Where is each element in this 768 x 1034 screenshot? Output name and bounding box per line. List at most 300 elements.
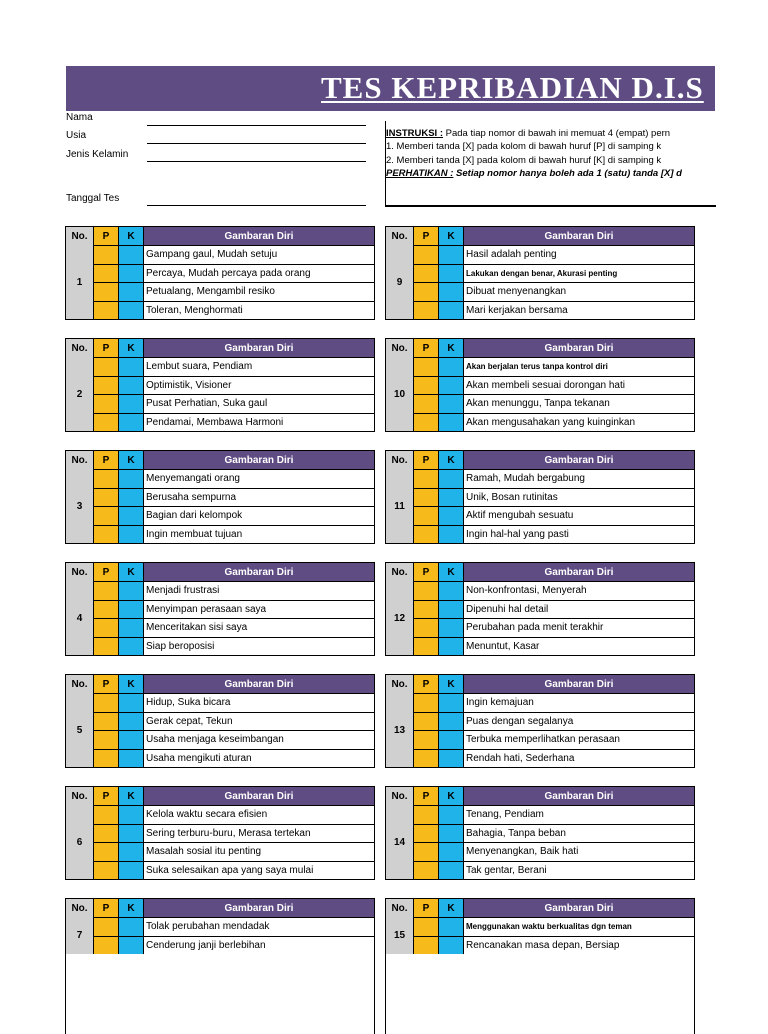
jenis-kelamin-label: Jenis Kelamin	[66, 149, 129, 160]
header-k: K	[119, 227, 144, 245]
question-table-13	[385, 674, 695, 768]
p-checkbox[interactable]	[94, 806, 119, 824]
jenis-kelamin-field[interactable]	[147, 161, 366, 162]
header-p: P	[94, 675, 119, 693]
statement-text: Ingin kemajuan	[466, 697, 534, 709]
p-checkbox[interactable]	[414, 489, 439, 507]
header-k: K	[439, 339, 464, 357]
header-gambaran-diri: Gambaran Diri	[544, 678, 614, 690]
page-title: TES KEPRIBADIAN D.I.S	[321, 70, 704, 105]
header-k: K	[439, 787, 464, 805]
header-p: P	[94, 563, 119, 581]
p-checkbox[interactable]	[94, 694, 119, 712]
k-checkbox[interactable]	[119, 526, 144, 544]
k-checkbox[interactable]	[119, 694, 144, 712]
question-table-14	[385, 786, 695, 880]
k-checkbox[interactable]	[119, 582, 144, 600]
statement-text: Kelola waktu secara efisien	[146, 809, 268, 821]
k-checkbox[interactable]	[119, 489, 144, 507]
header-k: K	[119, 451, 144, 469]
header-k: K	[439, 675, 464, 693]
table-row	[414, 824, 694, 843]
question-number: 2	[66, 357, 94, 431]
question-number: 6	[66, 805, 94, 879]
table-row	[94, 506, 374, 525]
question-number: 5	[66, 693, 94, 767]
k-checkbox[interactable]	[119, 937, 144, 955]
statement-text: Menyimpan perasaan saya	[146, 603, 267, 615]
statement-text: Hasil adalah penting	[466, 249, 557, 261]
k-checkbox[interactable]	[119, 265, 144, 283]
table-row	[94, 376, 374, 395]
table-row	[94, 525, 374, 544]
header-p: P	[414, 675, 439, 693]
header-no: No.	[386, 675, 414, 693]
table-row	[94, 693, 374, 712]
p-checkbox[interactable]	[414, 507, 439, 525]
table-row	[414, 637, 694, 656]
statement-text: Dipenuhi hal detail	[466, 603, 549, 615]
p-checkbox[interactable]	[414, 918, 439, 936]
k-checkbox[interactable]	[439, 507, 464, 525]
p-checkbox[interactable]	[94, 937, 119, 955]
table-header	[66, 787, 374, 805]
table-row	[94, 805, 374, 824]
p-checkbox[interactable]	[94, 713, 119, 731]
statement-text: Masalah sosial itu penting	[146, 846, 262, 858]
statement-text: Perubahan pada menit terakhir	[466, 622, 604, 634]
table-row	[94, 581, 374, 600]
p-checkbox[interactable]	[94, 470, 119, 488]
table-header	[386, 563, 694, 581]
k-checkbox[interactable]	[439, 806, 464, 824]
table-row	[414, 730, 694, 749]
p-checkbox[interactable]	[94, 843, 119, 861]
table-row	[94, 618, 374, 637]
table-header	[66, 227, 374, 245]
statement-text: Usaha menjaga keseimbangan	[146, 734, 284, 746]
header-k: K	[119, 675, 144, 693]
statement-text: Lembut suara, Pendiam	[146, 361, 253, 373]
statement-text: Akan mengusahakan yang kuinginkan	[466, 416, 636, 428]
question-table-2	[65, 338, 375, 432]
p-checkbox[interactable]	[414, 694, 439, 712]
p-checkbox[interactable]	[94, 526, 119, 544]
table-row	[94, 749, 374, 768]
header-k: K	[119, 339, 144, 357]
p-checkbox[interactable]	[414, 638, 439, 656]
k-checkbox[interactable]	[439, 619, 464, 637]
question-table-5	[65, 674, 375, 768]
k-checkbox[interactable]	[439, 414, 464, 432]
k-checkbox[interactable]	[119, 713, 144, 731]
question-number: 3	[66, 469, 94, 543]
p-checkbox[interactable]	[94, 601, 119, 619]
header-no: No.	[386, 451, 414, 469]
k-checkbox[interactable]	[119, 470, 144, 488]
header-p: P	[94, 787, 119, 805]
header-p: P	[94, 899, 119, 917]
p-checkbox[interactable]	[414, 862, 439, 880]
statement-text: Ramah, Mudah bergabung	[466, 473, 585, 485]
statement-text: Percaya, Mudah percaya pada orang	[146, 267, 311, 279]
statement-text: Ingin hal-hal yang pasti	[466, 528, 569, 540]
k-checkbox[interactable]	[119, 601, 144, 619]
p-checkbox[interactable]	[414, 470, 439, 488]
statement-text: Rencanakan masa depan, Bersiap	[466, 939, 620, 951]
p-checkbox[interactable]	[414, 937, 439, 955]
k-checkbox[interactable]	[439, 582, 464, 600]
table-row	[414, 282, 694, 301]
header-k: K	[439, 227, 464, 245]
table-row	[94, 301, 374, 320]
statement-text: Cenderung janji berlebihan	[146, 939, 266, 951]
question-number: 11	[386, 469, 414, 543]
p-checkbox[interactable]	[94, 507, 119, 525]
k-checkbox[interactable]	[439, 937, 464, 955]
statement-text: Akan menunggu, Tanpa tekanan	[466, 398, 610, 410]
question-number: 4	[66, 581, 94, 655]
table-row	[414, 413, 694, 432]
statement-text: Menceritakan sisi saya	[146, 622, 248, 634]
header-gambaran-diri: Gambaran Diri	[224, 230, 294, 242]
table-header	[386, 899, 694, 917]
statement-text: Menuntut, Kasar	[466, 640, 540, 652]
header-p: P	[414, 339, 439, 357]
k-checkbox[interactable]	[439, 265, 464, 283]
table-row	[414, 376, 694, 395]
table-row	[94, 245, 374, 264]
table-row	[414, 917, 694, 936]
table-row	[94, 469, 374, 488]
header-p: P	[414, 227, 439, 245]
statement-text: Pendamai, Membawa Harmoni	[146, 416, 284, 428]
header-no: No.	[66, 451, 94, 469]
header-no: No.	[386, 899, 414, 917]
k-checkbox[interactable]	[119, 843, 144, 861]
statement-text: Bagian dari kelompok	[146, 510, 243, 522]
header-gambaran-diri: Gambaran Diri	[544, 790, 614, 802]
table-row	[414, 842, 694, 861]
question-table-4	[65, 562, 375, 656]
table-row	[94, 600, 374, 619]
question-table-10	[385, 338, 695, 432]
statement-text: Menyenangkan, Baik hati	[466, 846, 579, 858]
question-table-1	[65, 226, 375, 320]
header-p: P	[94, 339, 119, 357]
p-checkbox[interactable]	[94, 283, 119, 301]
question-number: 1	[66, 245, 94, 319]
table-row	[414, 488, 694, 507]
header-p: P	[94, 227, 119, 245]
p-checkbox[interactable]	[94, 377, 119, 395]
table-row	[94, 824, 374, 843]
k-checkbox[interactable]	[439, 246, 464, 264]
k-checkbox[interactable]	[119, 302, 144, 320]
statement-text: Usaha mengikuti aturan	[146, 752, 252, 764]
statement-text: Hidup, Suka bicara	[146, 697, 231, 709]
p-checkbox[interactable]	[414, 582, 439, 600]
p-checkbox[interactable]	[414, 713, 439, 731]
k-checkbox[interactable]	[439, 377, 464, 395]
k-checkbox[interactable]	[439, 302, 464, 320]
header-no: No.	[386, 339, 414, 357]
p-checkbox[interactable]	[94, 414, 119, 432]
header-gambaran-diri: Gambaran Diri	[544, 230, 614, 242]
p-checkbox[interactable]	[414, 825, 439, 843]
header-gambaran-diri: Gambaran Diri	[544, 454, 614, 466]
header-gambaran-diri: Gambaran Diri	[224, 902, 294, 914]
table-row	[414, 525, 694, 544]
k-checkbox[interactable]	[119, 246, 144, 264]
statement-text: Ingin membuat tujuan	[146, 528, 243, 540]
header-k: K	[119, 899, 144, 917]
statement-text: Tak gentar, Berani	[466, 864, 547, 876]
statement-text: Petualang, Mengambil resiko	[146, 286, 275, 298]
p-checkbox[interactable]	[94, 638, 119, 656]
table-header	[66, 563, 374, 581]
p-checkbox[interactable]	[414, 414, 439, 432]
statement-text: Aktif mengubah sesuatu	[466, 510, 574, 522]
k-checkbox[interactable]	[119, 731, 144, 749]
k-checkbox[interactable]	[119, 825, 144, 843]
statement-text: Akan berjalan terus tanpa kontrol diri	[466, 362, 608, 372]
p-checkbox[interactable]	[414, 731, 439, 749]
statement-text: Terbuka memperlihatkan perasaan	[466, 734, 620, 746]
p-checkbox[interactable]	[414, 246, 439, 264]
question-table-6	[65, 786, 375, 880]
header-gambaran-diri: Gambaran Diri	[224, 566, 294, 578]
question-number: 13	[386, 693, 414, 767]
statement-text: Tenang, Pendiam	[466, 809, 544, 821]
k-checkbox[interactable]	[119, 806, 144, 824]
k-checkbox[interactable]	[439, 638, 464, 656]
question-number: 7	[66, 917, 94, 954]
usia-label: Usia	[66, 130, 87, 141]
header-no: No.	[66, 899, 94, 917]
header-no: No.	[386, 563, 414, 581]
statement-text: Menggunakan waktu berkualitas dgn teman	[466, 922, 632, 932]
header-k: K	[119, 787, 144, 805]
p-checkbox[interactable]	[94, 358, 119, 376]
table-row	[414, 301, 694, 320]
table-row	[94, 936, 374, 955]
statement-text: Siap beroposisi	[146, 640, 215, 652]
p-checkbox[interactable]	[94, 750, 119, 768]
table-header	[66, 899, 374, 917]
k-checkbox[interactable]	[439, 750, 464, 768]
table-row	[94, 861, 374, 880]
table-header	[386, 227, 694, 245]
k-checkbox[interactable]	[119, 395, 144, 413]
p-checkbox[interactable]	[94, 489, 119, 507]
header-no: No.	[66, 227, 94, 245]
table-row	[94, 842, 374, 861]
k-checkbox[interactable]	[119, 283, 144, 301]
p-checkbox[interactable]	[414, 526, 439, 544]
header-p: P	[414, 563, 439, 581]
p-checkbox[interactable]	[414, 358, 439, 376]
p-checkbox[interactable]	[94, 246, 119, 264]
p-checkbox[interactable]	[94, 825, 119, 843]
statement-text: Bahagia, Tanpa beban	[466, 827, 566, 839]
header-no: No.	[66, 339, 94, 357]
statement-text: Lakukan dengan benar, Akurasi penting	[466, 268, 618, 278]
header-p: P	[414, 787, 439, 805]
header-gambaran-diri: Gambaran Diri	[224, 454, 294, 466]
k-checkbox[interactable]	[439, 395, 464, 413]
k-checkbox[interactable]	[439, 713, 464, 731]
p-checkbox[interactable]	[94, 862, 119, 880]
question-number: 12	[386, 581, 414, 655]
question-table-3	[65, 450, 375, 544]
p-checkbox[interactable]	[414, 395, 439, 413]
k-checkbox[interactable]	[439, 843, 464, 861]
statement-text: Suka selesaikan apa yang saya mulai	[146, 864, 314, 876]
statement-text: Unik, Bosan rutinitas	[466, 491, 558, 503]
header-k: K	[439, 451, 464, 469]
table-row	[414, 469, 694, 488]
header-no: No.	[66, 563, 94, 581]
p-checkbox[interactable]	[414, 283, 439, 301]
table-row	[414, 861, 694, 880]
k-checkbox[interactable]	[439, 694, 464, 712]
k-checkbox[interactable]	[119, 507, 144, 525]
header-gambaran-diri: Gambaran Diri	[224, 342, 294, 354]
question-number: 9	[386, 245, 414, 319]
k-checkbox[interactable]	[439, 283, 464, 301]
table-header	[66, 451, 374, 469]
question-table-15	[385, 898, 695, 1034]
k-checkbox[interactable]	[119, 750, 144, 768]
header-no: No.	[386, 787, 414, 805]
k-checkbox[interactable]	[119, 619, 144, 637]
question-number: 10	[386, 357, 414, 431]
nama-label: Nama	[66, 112, 93, 123]
p-checkbox[interactable]	[414, 265, 439, 283]
p-checkbox[interactable]	[414, 601, 439, 619]
instruction-line-2: 1. Memberi tanda [X] pada kolom di bawah huruf [P] di samping k	[386, 141, 662, 152]
statement-text: Toleran, Menghormati	[146, 304, 243, 316]
tanggal-tes-field[interactable]	[147, 205, 366, 206]
k-checkbox[interactable]	[119, 918, 144, 936]
table-row	[414, 581, 694, 600]
statement-text: Rendah hati, Sederhana	[466, 752, 575, 764]
p-checkbox[interactable]	[414, 843, 439, 861]
tanggal-tes-label: Tanggal Tes	[66, 193, 120, 204]
p-checkbox[interactable]	[414, 302, 439, 320]
p-checkbox[interactable]	[414, 806, 439, 824]
table-row	[94, 488, 374, 507]
table-row	[94, 730, 374, 749]
table-header	[386, 339, 694, 357]
header-gambaran-diri: Gambaran Diri	[544, 342, 614, 354]
statement-text: Non-konfrontasi, Menyerah	[466, 585, 587, 597]
table-row	[94, 282, 374, 301]
table-row	[414, 712, 694, 731]
statement-text: Sering terburu-buru, Merasa tertekan	[146, 827, 311, 839]
statement-text: Gampang gaul, Mudah setuju	[146, 249, 278, 261]
k-checkbox[interactable]	[119, 414, 144, 432]
p-checkbox[interactable]	[94, 619, 119, 637]
header-p: P	[94, 451, 119, 469]
header-k: K	[119, 563, 144, 581]
p-checkbox[interactable]	[414, 619, 439, 637]
table-header	[386, 451, 694, 469]
title-bar	[66, 66, 715, 111]
statement-text: Gerak cepat, Tekun	[146, 715, 233, 727]
header-gambaran-diri: Gambaran Diri	[544, 566, 614, 578]
usia-field[interactable]	[147, 143, 366, 144]
k-checkbox[interactable]	[439, 918, 464, 936]
k-checkbox[interactable]	[439, 862, 464, 880]
k-checkbox[interactable]	[439, 470, 464, 488]
nama-field[interactable]	[147, 125, 366, 126]
table-row	[94, 394, 374, 413]
statement-text: Berusaha sempurna	[146, 491, 237, 503]
question-table-7	[65, 898, 375, 1034]
table-row	[414, 805, 694, 824]
header-no: No.	[386, 227, 414, 245]
k-checkbox[interactable]	[119, 358, 144, 376]
k-checkbox[interactable]	[119, 638, 144, 656]
k-checkbox[interactable]	[439, 489, 464, 507]
table-row	[94, 712, 374, 731]
header-no: No.	[66, 787, 94, 805]
p-checkbox[interactable]	[94, 918, 119, 936]
table-header	[66, 339, 374, 357]
question-number: 14	[386, 805, 414, 879]
question-table-9	[385, 226, 695, 320]
header-gambaran-diri: Gambaran Diri	[224, 678, 294, 690]
table-row	[94, 917, 374, 936]
k-checkbox[interactable]	[119, 862, 144, 880]
k-checkbox[interactable]	[119, 377, 144, 395]
statement-text: Puas dengan segalanya	[466, 715, 574, 727]
k-checkbox[interactable]	[439, 731, 464, 749]
statement-text: Pusat Perhatian, Suka gaul	[146, 398, 268, 410]
question-number: 15	[386, 917, 414, 954]
instruction-warning: PERHATIKAN : Setiap nomor hanya boleh ada 1 (satu) tanda [X] d	[386, 168, 682, 179]
instruction-line-1: INSTRUKSI : Pada tiap nomor di bawah ini memuat 4 (empat) pern	[386, 128, 671, 139]
k-checkbox[interactable]	[439, 526, 464, 544]
question-table-12	[385, 562, 695, 656]
header-k: K	[439, 563, 464, 581]
table-row	[414, 693, 694, 712]
table-row	[414, 618, 694, 637]
k-checkbox[interactable]	[439, 601, 464, 619]
statement-text: Menjadi frustrasi	[146, 585, 220, 597]
table-header	[386, 675, 694, 693]
k-checkbox[interactable]	[439, 358, 464, 376]
p-checkbox[interactable]	[94, 265, 119, 283]
table-row	[414, 357, 694, 376]
k-checkbox[interactable]	[439, 825, 464, 843]
statement-text: Mari kerjakan bersama	[466, 304, 568, 316]
p-checkbox[interactable]	[94, 582, 119, 600]
instructions-box	[385, 121, 716, 207]
table-row	[94, 357, 374, 376]
statement-text: Tolak perubahan mendadak	[146, 921, 270, 933]
p-checkbox[interactable]	[414, 377, 439, 395]
p-checkbox[interactable]	[414, 750, 439, 768]
p-checkbox[interactable]	[94, 302, 119, 320]
header-k: K	[439, 899, 464, 917]
p-checkbox[interactable]	[94, 395, 119, 413]
p-checkbox[interactable]	[94, 731, 119, 749]
header-p: P	[414, 899, 439, 917]
table-row	[414, 394, 694, 413]
